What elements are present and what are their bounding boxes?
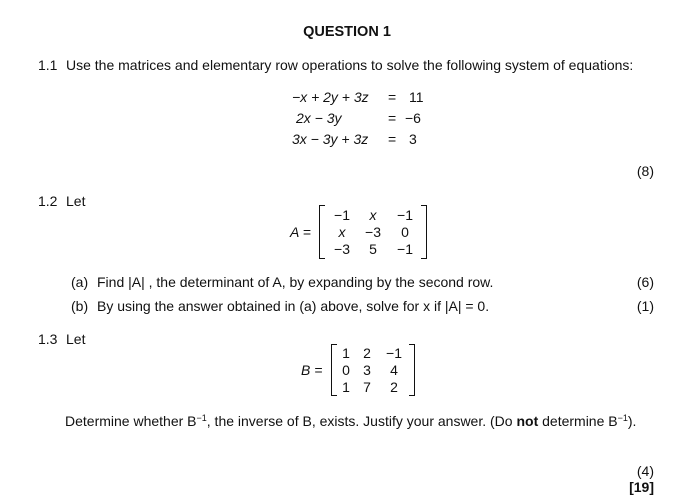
part-a-label: (a) xyxy=(71,274,89,290)
page-title: QUESTION 1 xyxy=(303,24,391,40)
question-1-3-let: Let xyxy=(66,331,86,347)
question-1-3-text xyxy=(65,412,655,430)
equation-equals: = xyxy=(388,89,397,105)
equation-lhs: 3x − 3y + 3z xyxy=(292,131,369,147)
matrix-b-label: B = xyxy=(301,362,323,378)
matrix-cell: 5 xyxy=(369,241,377,257)
equation-row xyxy=(0,131,694,151)
matrix-cell: −3 xyxy=(365,224,381,240)
question-1-1-marks: (8) xyxy=(636,163,654,179)
left-bracket xyxy=(331,344,337,396)
question-1-1-text: Use the matrices and elementary row operations to solve the following system of equations: xyxy=(66,57,634,73)
matrix-cell: 2 xyxy=(390,379,398,395)
part-b-marks: (1) xyxy=(636,298,654,314)
question-1-1-number: 1.1 xyxy=(38,57,58,73)
matrix-cell: x xyxy=(338,224,346,240)
equation-rhs: −6 xyxy=(405,110,421,126)
matrix-cell: 3 xyxy=(363,362,371,378)
matrix-cell: −1 xyxy=(397,207,413,223)
equation-lhs: −x + 2y + 3z xyxy=(292,89,369,105)
equation-rhs: 3 xyxy=(409,131,417,147)
text-segment: ). xyxy=(627,413,637,429)
matrix-cell: −3 xyxy=(334,241,350,257)
question-1-3-number: 1.3 xyxy=(38,331,58,347)
matrix-cell: 2 xyxy=(363,345,371,361)
matrix-cell: x xyxy=(369,207,377,223)
text-segment: Determine whether B xyxy=(65,413,197,429)
matrix-cell: −1 xyxy=(386,345,402,361)
part-b-text: By using the answer obtained in (a) above, solve for x if |A| = 0. xyxy=(97,298,490,314)
right-bracket xyxy=(421,205,427,259)
matrix-b xyxy=(331,344,415,396)
matrix-a xyxy=(319,205,427,259)
equation-equals: = xyxy=(388,110,397,126)
equation-rhs: 11 xyxy=(409,89,424,105)
part-a-marks: (6) xyxy=(636,274,654,290)
equation-row xyxy=(0,110,694,130)
question-1-2-number: 1.2 xyxy=(38,193,58,209)
right-bracket xyxy=(409,344,415,396)
matrix-cell: −1 xyxy=(334,207,350,223)
text-segment: determine B xyxy=(538,413,618,429)
question-1-3-marks: (4) xyxy=(636,463,654,479)
left-bracket xyxy=(319,205,325,259)
matrix-cell: 0 xyxy=(342,362,350,378)
matrix-cell: 4 xyxy=(390,362,398,378)
matrix-cell: 1 xyxy=(342,345,350,361)
equation-equals: = xyxy=(388,131,397,147)
bold-text: not xyxy=(516,413,539,429)
equation-lhs: 2x − 3y xyxy=(296,110,342,126)
matrix-cell: 1 xyxy=(342,379,350,395)
part-b-label: (b) xyxy=(71,298,89,314)
matrix-cell: −1 xyxy=(397,241,413,257)
superscript: −1 xyxy=(617,413,628,423)
superscript: −1 xyxy=(196,413,207,423)
text-segment: , the inverse of B, exists. Justify your answer. (Do xyxy=(206,413,517,429)
matrix-cell: 7 xyxy=(363,379,371,395)
total-marks: [19] xyxy=(629,479,654,495)
equation-row xyxy=(0,89,694,109)
question-1-2-let: Let xyxy=(66,193,86,209)
matrix-cell: 0 xyxy=(401,224,409,240)
matrix-a-label: A = xyxy=(290,224,311,240)
part-a-text: Find |A| , the determinant of A, by expanding by the second row. xyxy=(97,274,494,290)
